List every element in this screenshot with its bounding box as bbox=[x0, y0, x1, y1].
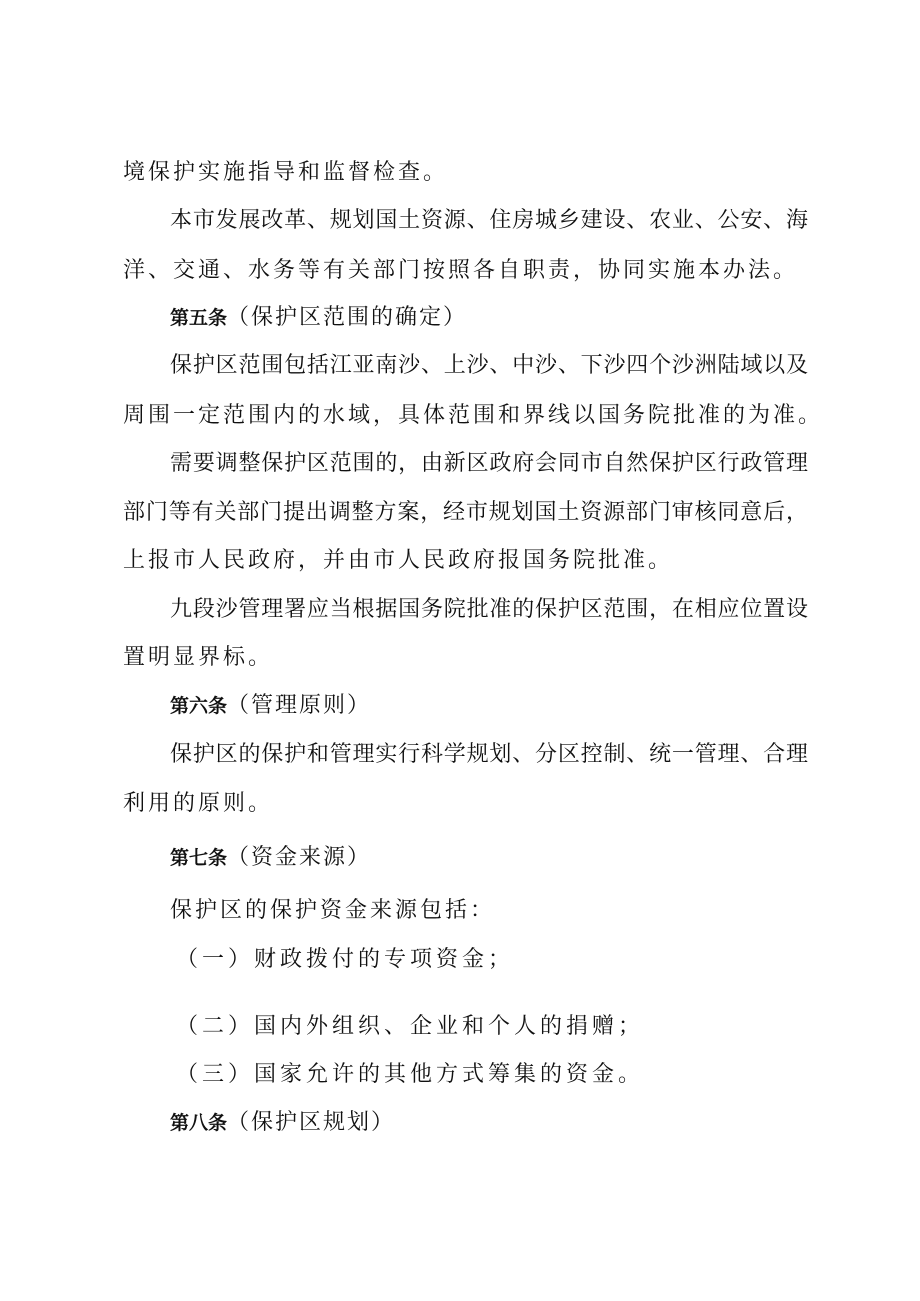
paragraph-line: 利用的原则。 bbox=[123, 791, 274, 816]
paragraph-line: 保护区的保护和管理实行科学规划、分区控制、统一管理、合理 bbox=[170, 742, 808, 767]
list-item: （一）财政拨付的专项资金； bbox=[176, 947, 515, 972]
paragraph-line: 保护区的保护资金来源包括： bbox=[170, 898, 496, 923]
paragraph-line: 本市发展改革、规划国土资源、住房城乡建设、农业、公安、海 bbox=[170, 208, 808, 233]
paragraph-line: 洋、交通、水务等有关部门按照各自职责，协同实施本办法。 bbox=[123, 258, 799, 283]
list-item: （二）国内外组织、企业和个人的捐赠； bbox=[176, 1014, 645, 1039]
list-item: （三）国家允许的其他方式筹集的资金。 bbox=[176, 1062, 645, 1087]
paragraph-line: 周围一定范围内的水域，具体范围和界线以国务院批准的为准。 bbox=[123, 403, 824, 428]
article-heading bbox=[170, 691, 371, 721]
article-title: （保护区范围的确定） bbox=[227, 305, 468, 330]
article-number: 第七条 bbox=[170, 847, 228, 869]
paragraph-line: 置明显界标。 bbox=[123, 645, 274, 670]
article-number: 第六条 bbox=[170, 695, 228, 717]
article-title: （资金来源） bbox=[227, 845, 372, 870]
article-title: （管理原则） bbox=[227, 693, 372, 718]
article-number: 第八条 bbox=[170, 1112, 228, 1134]
article-heading bbox=[170, 1108, 395, 1138]
paragraph-line: 九段沙管理署应当根据国务院批准的保护区范围，在相应位置设 bbox=[170, 597, 808, 622]
paragraph-line: 境保护实施指导和监督检查。 bbox=[123, 160, 449, 185]
paragraph-line: 保护区范围包括江亚南沙、上沙、中沙、下沙四个沙洲陆域以及 bbox=[170, 353, 808, 378]
article-number: 第五条 bbox=[170, 307, 228, 329]
paragraph-line: 上报市人民政府，并由市人民政府报国务院批准。 bbox=[123, 548, 674, 573]
article-heading bbox=[170, 303, 467, 333]
paragraph-line: 需要调整保护区范围的，由新区政府会同市自然保护区行政管理 bbox=[170, 451, 808, 476]
article-heading bbox=[170, 843, 371, 873]
paragraph-line: 部门等有关部门提出调整方案，经市规划国土资源部门审核同意后， bbox=[123, 500, 808, 525]
article-title: （保护区规划） bbox=[227, 1110, 396, 1135]
